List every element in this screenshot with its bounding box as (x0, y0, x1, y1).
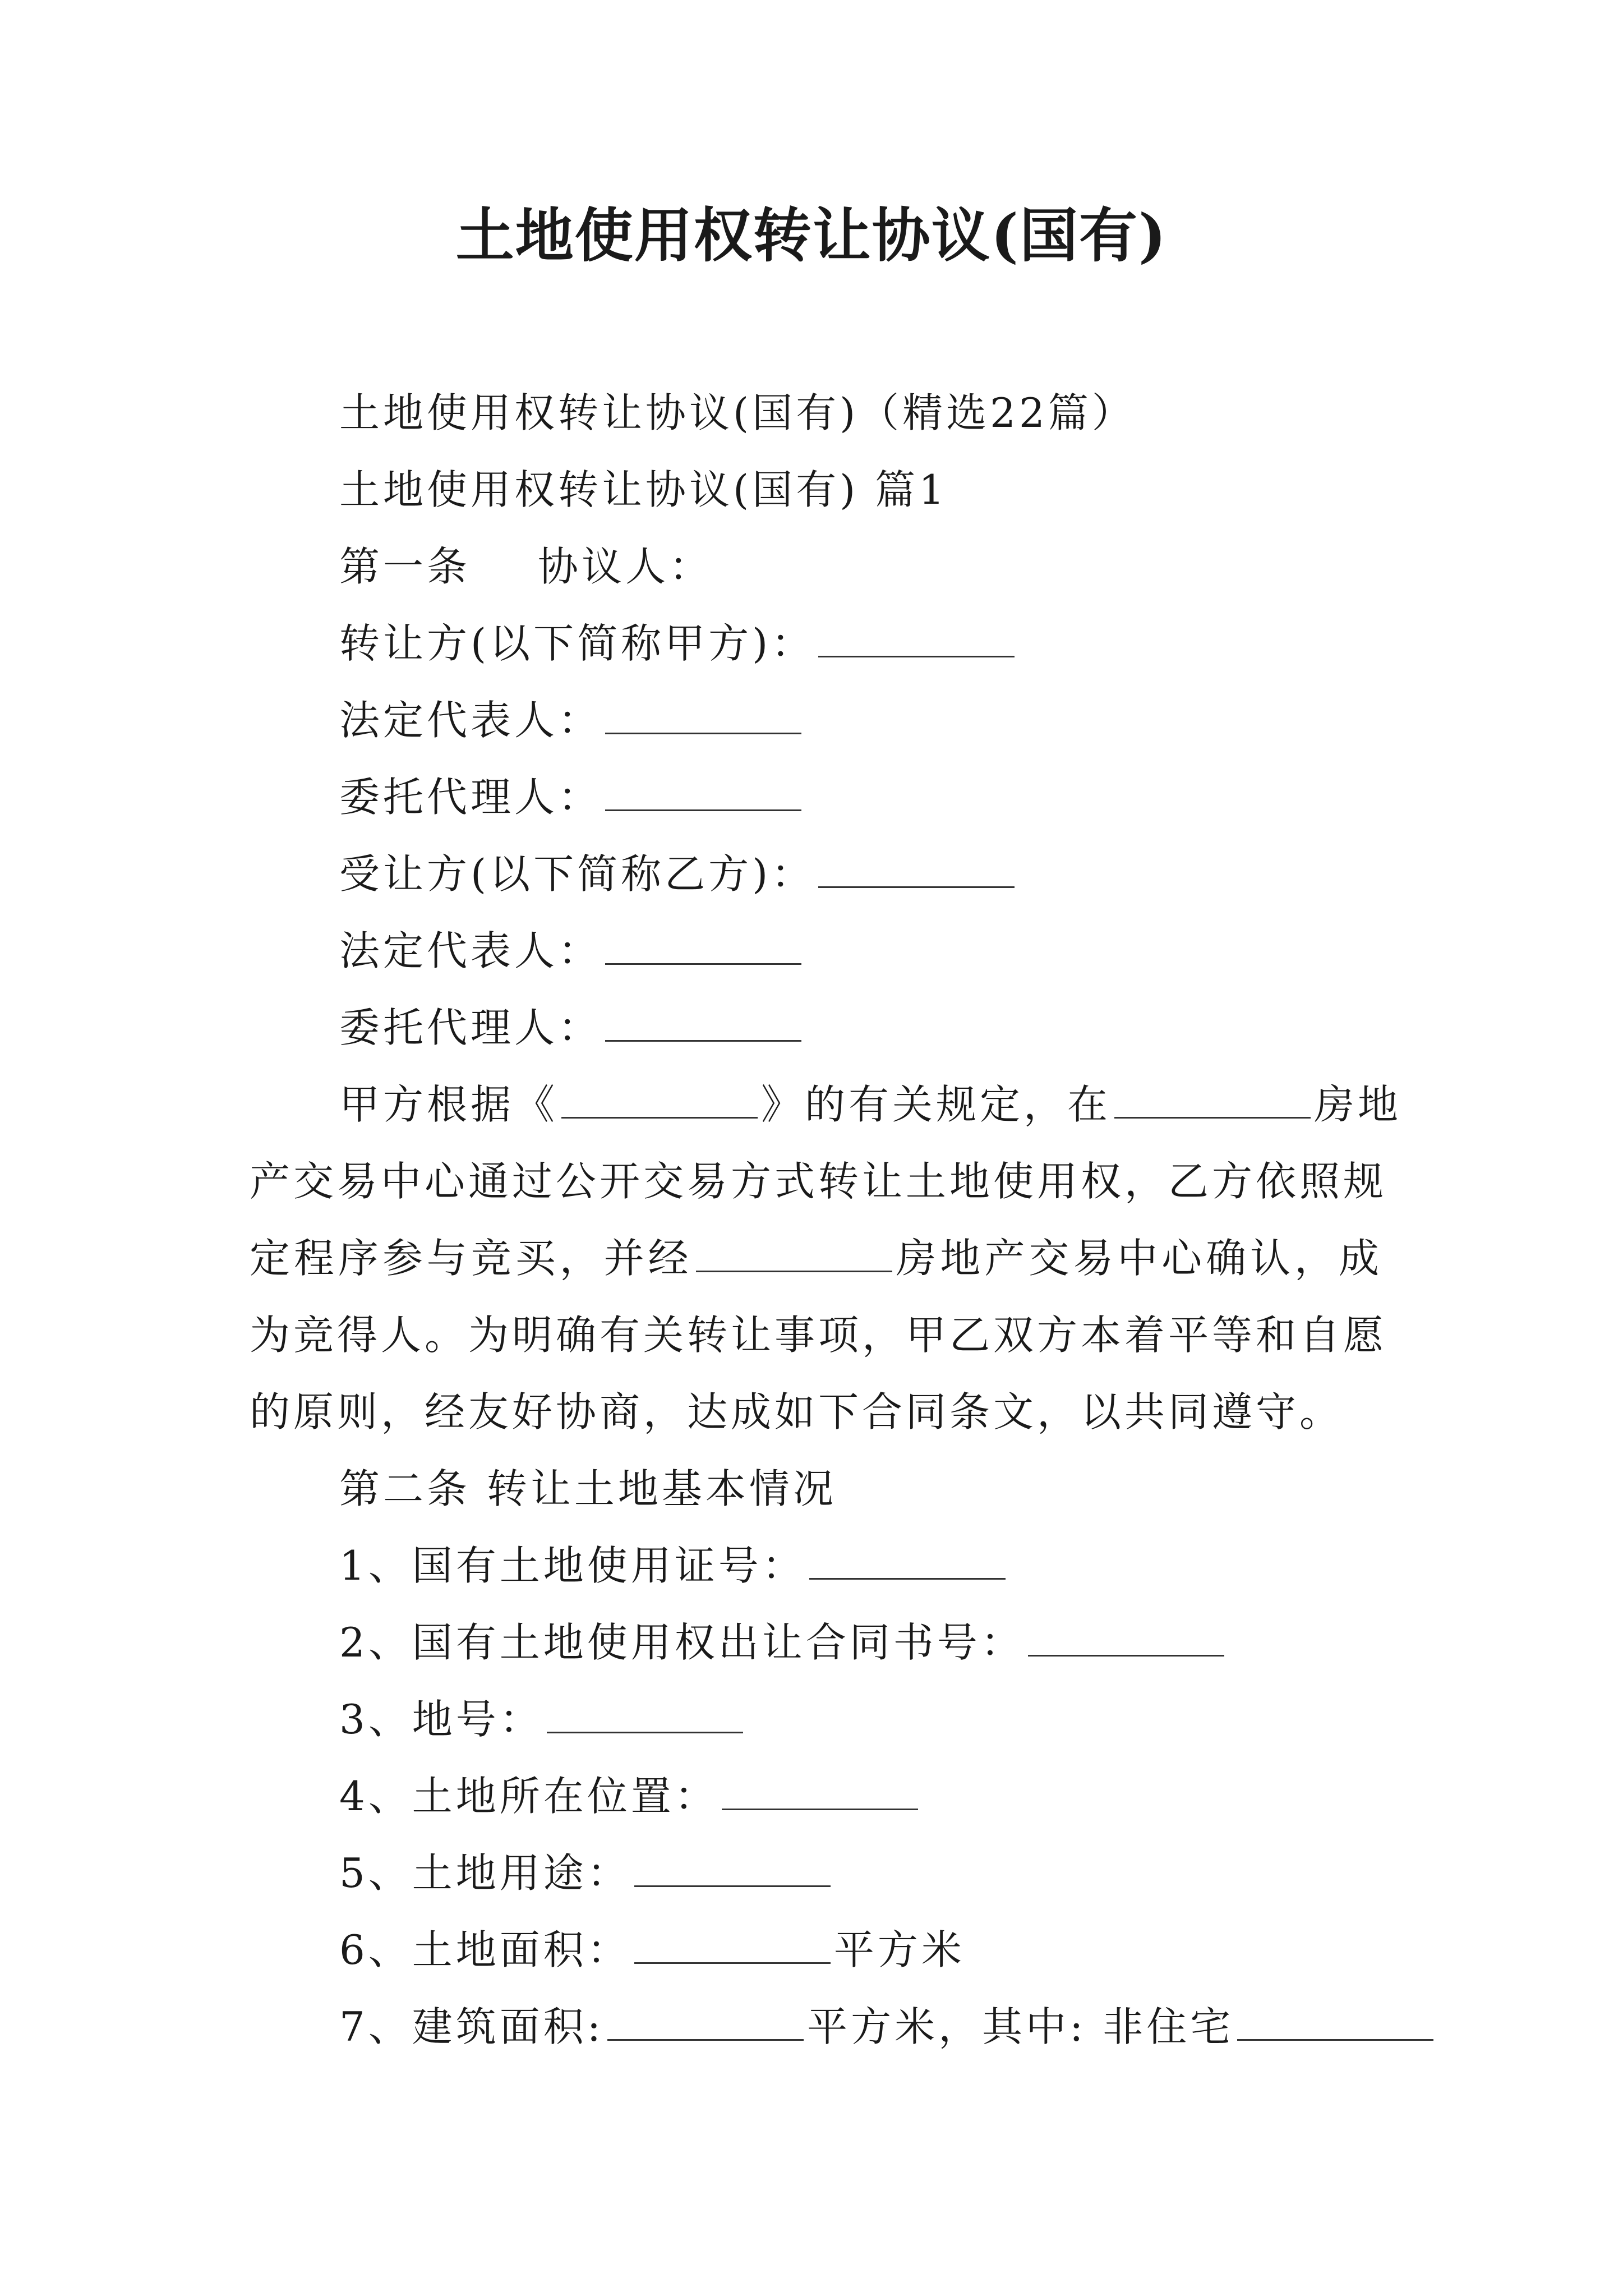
transferor-line (250, 605, 1382, 682)
item-label: 5、土地用途： (339, 1849, 631, 1897)
paragraph-text: 房地产交易中心确认，成 (895, 1235, 1382, 1282)
item-5 (250, 1835, 1382, 1912)
item-1 (250, 1527, 1382, 1604)
paragraph-line-4: 为竞得人。为明确有关转让事项，甲乙双方本着平等和自愿 (250, 1312, 1387, 1359)
agent-line-1 (250, 759, 1382, 836)
document-title: 土地使用权转让协议(国有) (455, 201, 1168, 270)
legal-rep-line-2 (250, 913, 1382, 990)
item-label: 2、国有土地使用权出让合同书号： (339, 1619, 1025, 1666)
paragraph-text: 房地 (1314, 1081, 1402, 1128)
unit-label: 平方米 (833, 1926, 965, 1973)
item-label: 6、土地面积： (339, 1926, 631, 1973)
location-blank[interactable] (722, 1803, 918, 1810)
paragraph-line-1 (250, 1066, 1402, 1143)
paragraph-text: 甲方根据《 (339, 1081, 559, 1128)
agent-blank-1[interactable] (605, 804, 801, 811)
paragraph-line-3 (250, 1220, 1382, 1297)
legal-rep-label-1: 法定代表人： (339, 697, 602, 744)
transferee-line (250, 836, 1382, 913)
building-area-blank[interactable] (607, 2033, 804, 2041)
transferor-blank[interactable] (818, 650, 1015, 657)
law-name-blank[interactable] (561, 1111, 758, 1119)
paragraph-line-5: 的原则，经友好协商，达成如下合同条文，以共同遵守。 (250, 1388, 1344, 1435)
lot-no-blank[interactable] (547, 1726, 743, 1733)
contract-no-blank[interactable] (1028, 1649, 1224, 1657)
article1-heading (250, 528, 1382, 605)
paragraph-text: 定程序参与竞买，并经 (250, 1235, 693, 1282)
unit-label: 平方米，其中: 非住宅 (807, 2003, 1234, 2050)
transferor-label: 转让方(以下简称甲方)： (339, 620, 815, 667)
agent-label-1: 委托代理人： (339, 774, 602, 821)
exchange-confirm-blank[interactable] (696, 1265, 892, 1272)
legal-rep-blank-1[interactable] (605, 727, 801, 734)
agent-line-2 (250, 990, 1382, 1066)
item-2 (250, 1604, 1382, 1681)
legal-rep-label-2: 法定代表人： (339, 927, 602, 974)
exchange-location-blank[interactable] (1114, 1111, 1311, 1119)
transferee-label: 受让方(以下简称乙方)： (339, 850, 815, 898)
paragraph-line-2: 产交易中心通过公开交易方式转让土地使用权，乙方依照规 (250, 1158, 1387, 1205)
subtitle: 土地使用权转让协议(国有)（精选22篇） (339, 389, 1136, 436)
legal-rep-line-1 (250, 682, 1382, 759)
non-residential-blank[interactable] (1237, 2033, 1433, 2041)
item-label: 1、国有土地使用证号： (339, 1542, 806, 1589)
item-4 (250, 1758, 1382, 1835)
article2-heading: 第二条 转让土地基本情况 (339, 1465, 837, 1512)
land-cert-no-blank[interactable] (809, 1572, 1006, 1580)
land-area-blank[interactable] (634, 1957, 831, 1964)
item-label: 3、地号： (339, 1696, 543, 1743)
paragraph-text: 》的有关规定，在 (761, 1081, 1112, 1128)
item-6 (250, 1912, 1382, 1989)
item-label: 4、土地所在位置： (339, 1773, 718, 1820)
agent-label-2: 委托代理人： (339, 1004, 602, 1051)
transferee-blank[interactable] (818, 881, 1015, 888)
article1-number: 第一条 (339, 543, 471, 590)
item-label: 7、建筑面积: (339, 2003, 605, 2050)
item-3 (250, 1681, 1382, 1758)
article1-title: 协议人： (538, 543, 713, 590)
land-use-blank[interactable] (634, 1880, 831, 1887)
agent-blank-2[interactable] (605, 1034, 801, 1042)
document-body (250, 375, 1402, 2065)
preamble-paragraph (250, 1066, 1402, 1451)
section-heading: 土地使用权转让协议(国有) 篇1 (339, 466, 948, 513)
legal-rep-blank-2[interactable] (605, 958, 801, 965)
item-7 (250, 1989, 1382, 2065)
